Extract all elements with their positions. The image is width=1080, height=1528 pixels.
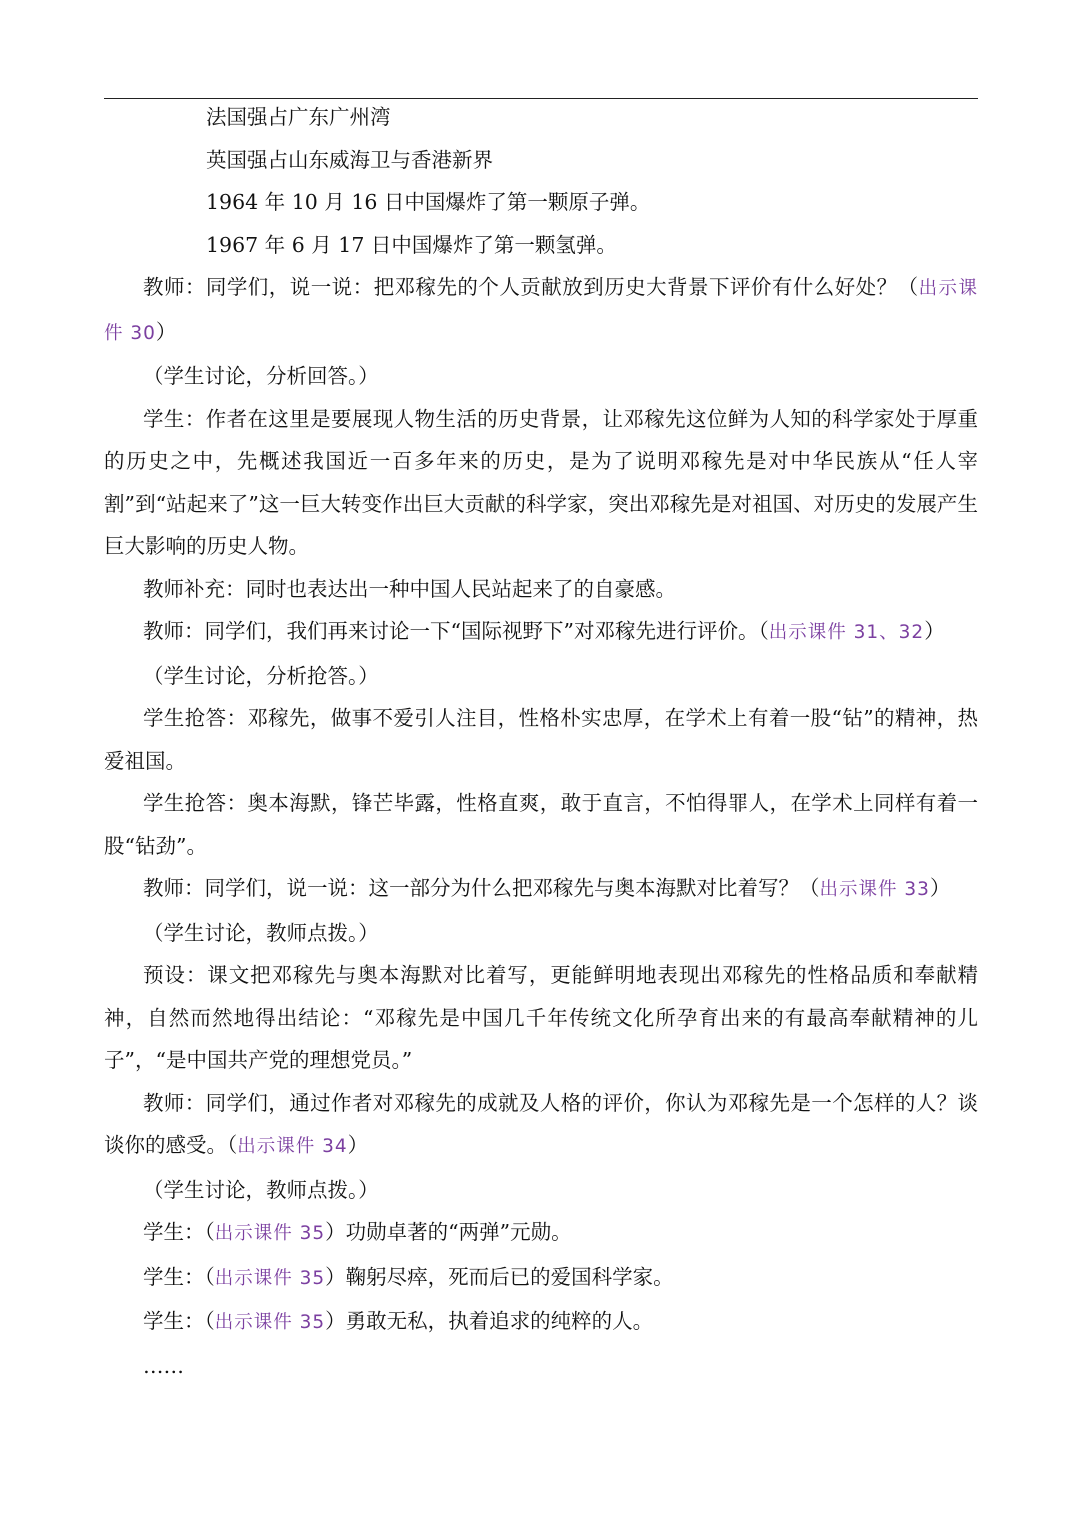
teacher-supplement: 教师补充：同时也表达出一种中国人民站起来了的自豪感。	[143, 576, 676, 601]
discussion-note: （学生讨论，教师点拨。）	[143, 920, 379, 945]
courseware-link[interactable]: 出示课件 30	[104, 278, 978, 344]
student-answer: 学生：（出示课件 35）鞠躬尽瘁，死而后已的爱国科学家。	[143, 1264, 674, 1289]
teacher-question-2: 教师：同学们，我们再来讨论一下“国际视野下”对邓稼先进行评价。（出示课件 31、32）	[143, 619, 945, 643]
event-line: 法国强占广东广州湾	[206, 105, 391, 129]
courseware-link[interactable]: 出示课件 34	[237, 1136, 348, 1157]
courseware-link[interactable]: 出示课件 31、32	[768, 622, 925, 643]
teacher-question-4: 教师：同学们，通过作者对邓稼先的成就及人格的评价，你认为邓稼先是一个怎样的人？谈谈你的感受。（出示课件 34）	[104, 1090, 978, 1157]
discussion-note: （学生讨论，分析抢答。）	[143, 663, 379, 688]
student-answer: 学生：（出示课件 35）勇敢无私，执着追求的纯粹的人。	[143, 1309, 654, 1333]
event-line: 1964 年 10 月 16 日中国爆炸了第一颗原子弹。	[206, 190, 651, 214]
document-body	[104, 96, 978, 1387]
courseware-link[interactable]: 出示课件 33	[819, 879, 930, 900]
courseware-link[interactable]: 出示课件 35	[214, 1267, 326, 1289]
discussion-note: （学生讨论，教师点拨。）	[143, 1177, 379, 1202]
ellipsis: ……	[143, 1353, 184, 1378]
courseware-link[interactable]: 出示课件 35	[214, 1223, 326, 1244]
event-line: 英国强占山东威海卫与香港新界	[206, 147, 493, 172]
preset-answer: 预设：课文把邓稼先与奥本海默对比着写，更能鲜明地表现出邓稼先的性格品质和奉献精神，自然而然地得出结论：“邓稼先是中国几千年传统文化所孕育出来的有最高奉献精神的儿子”，“是中国共产党的理想党员。”	[104, 963, 978, 1072]
student-answer: 学生抢答：邓稼先，做事不爱引人注目，性格朴实忠厚，在学术上有着一股“钻”的精神，热爱祖国。	[104, 706, 978, 773]
teacher-question-3: 教师：同学们，说一说：这一部分为什么把邓稼先与奥本海默对比着写？（出示课件 33）	[143, 876, 951, 900]
courseware-link[interactable]: 出示课件 35	[214, 1312, 326, 1333]
student-answer: 学生抢答：奥本海默，锋芒毕露，性格直爽，敢于直言，不怕得罪人，在学术上同样有着一股“钻劲”。	[104, 791, 978, 858]
student-answer: 学生：作者在这里是要展现人物生活的历史背景，让邓稼先这位鲜为人知的科学家处于厚重的历史之中，先概述我国近一百多年来的历史，是为了说明邓稼先是对中华民族从“任人宰割”到“站起来了”这一巨大转变作出巨大贡献的科学家，突出邓稼先是对祖国、对历史的发展产生巨大影响的历史人物。	[104, 406, 978, 558]
discussion-note: （学生讨论，分析回答。）	[143, 364, 379, 388]
teacher-question-1: 教师：同学们，说一说：把邓稼先的个人贡献放到历史大背景下评价有什么好处？（出示课件 30）	[104, 275, 978, 344]
student-answer: 学生：（出示课件 35）功勋卓著的“两弹”元勋。	[143, 1220, 572, 1244]
event-line: 1967 年 6 月 17 日中国爆炸了第一颗氢弹。	[206, 232, 617, 257]
